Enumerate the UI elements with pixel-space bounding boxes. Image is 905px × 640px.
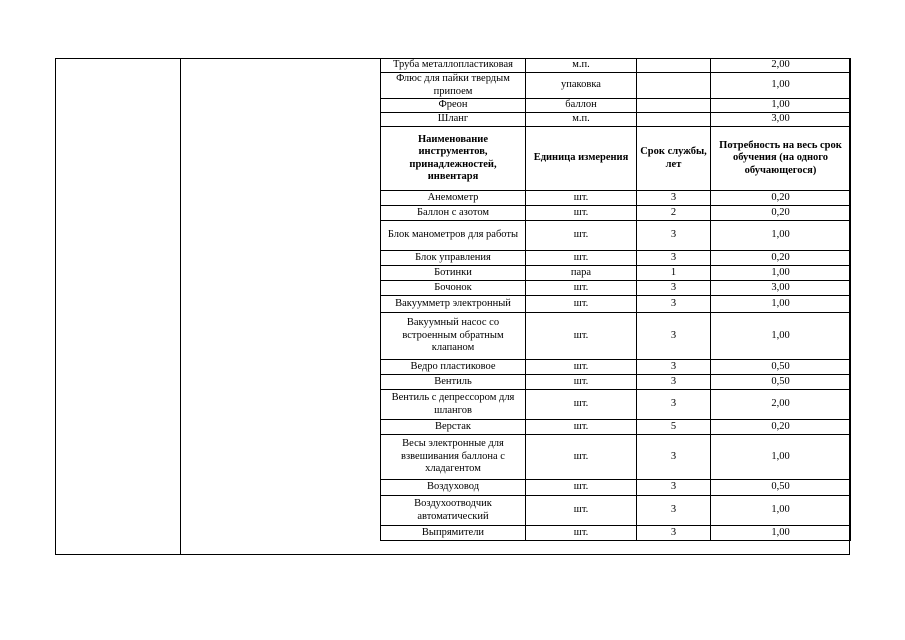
table-row (381, 526, 851, 541)
cell-unit: шт. (526, 296, 637, 313)
cell-life: 3 (637, 313, 711, 360)
cell-life: 3 (637, 251, 711, 266)
cell-life: 3 (637, 496, 711, 526)
cell-need: 0,50 (711, 480, 851, 496)
cell-life: 2 (637, 206, 711, 221)
cell-unit: пара (526, 266, 637, 281)
cell-unit: баллон (526, 99, 637, 113)
cell-name: Шланг (381, 113, 526, 127)
cell-need: 0,50 (711, 375, 851, 390)
cell-need: 1,00 (711, 435, 851, 480)
cell-unit: шт. (526, 281, 637, 296)
cell-name: Фреон (381, 99, 526, 113)
table-row (381, 206, 851, 221)
table-row (381, 113, 851, 127)
table-row (381, 375, 851, 390)
cell-name: Флюс для пайки твердым припоем (381, 73, 526, 99)
cell-need: 1,00 (711, 313, 851, 360)
table-row (381, 266, 851, 281)
cell-name: Вентиль (381, 375, 526, 390)
cell-need: 1,00 (711, 99, 851, 113)
cell-need: 3,00 (711, 281, 851, 296)
header-life: Срок службы, лет (637, 127, 711, 191)
cell-need: 0,20 (711, 191, 851, 206)
cell-life: 3 (637, 435, 711, 480)
cell-name: Ботинки (381, 266, 526, 281)
cell-unit: шт. (526, 375, 637, 390)
cell-need: 1,00 (711, 73, 851, 99)
cell-need: 0,20 (711, 420, 851, 435)
table-row (381, 296, 851, 313)
cell-need: 0,20 (711, 206, 851, 221)
cell-life: 1 (637, 266, 711, 281)
cell-need: 1,00 (711, 526, 851, 541)
cell-life: 3 (637, 526, 711, 541)
cell-name: Бочонок (381, 281, 526, 296)
cell-unit: шт. (526, 496, 637, 526)
cell-unit: шт. (526, 221, 637, 251)
cell-need: 2,00 (711, 390, 851, 420)
cell-unit: шт. (526, 435, 637, 480)
cell-name: Весы электронные для взвешивания баллона с хладагентом (381, 435, 526, 480)
cell-name: Воздухоотводчик автоматический (381, 496, 526, 526)
cell-unit: шт. (526, 251, 637, 266)
cell-unit: шт. (526, 206, 637, 221)
cell-life: 3 (637, 296, 711, 313)
cell-name: Баллон с азотом (381, 206, 526, 221)
table-row (381, 73, 851, 99)
table-row (381, 191, 851, 206)
cell-unit: шт. (526, 360, 637, 375)
cell-name: Труба металлопластиковая (381, 59, 526, 73)
cell-life: 3 (637, 191, 711, 206)
header-need: Потребность на весь срок обучения (на одного обучающегося) (711, 127, 851, 191)
cell-life: 3 (637, 480, 711, 496)
cell-name: Анемометр (381, 191, 526, 206)
cell-need: 2,00 (711, 59, 851, 73)
cell-name: Вакуумметр электронный (381, 296, 526, 313)
header-name: Наименование инструментов, принадлежностей, инвентаря (381, 127, 526, 191)
table-row (381, 313, 851, 360)
table-row (381, 390, 851, 420)
cell-unit: м.п. (526, 113, 637, 127)
cell-name: Верстак (381, 420, 526, 435)
cell-unit: шт. (526, 390, 637, 420)
cell-life (637, 113, 711, 127)
cell-life: 5 (637, 420, 711, 435)
cell-name: Ведро пластиковое (381, 360, 526, 375)
cell-life: 3 (637, 375, 711, 390)
cell-unit: упаковка (526, 73, 637, 99)
cell-name: Вакуумный насос со встроенным обратным клапаном (381, 313, 526, 360)
cell-need: 1,00 (711, 496, 851, 526)
cell-need: 1,00 (711, 296, 851, 313)
table-row (381, 99, 851, 113)
tools-header-section (381, 127, 851, 191)
cell-unit: шт. (526, 313, 637, 360)
table-row (381, 281, 851, 296)
cell-unit: м.п. (526, 59, 637, 73)
cell-unit: шт. (526, 420, 637, 435)
table-row (381, 496, 851, 526)
table-row (381, 435, 851, 480)
cell-unit: шт. (526, 480, 637, 496)
column-divider-1 (180, 58, 181, 555)
header-unit: Единица измерения (526, 127, 637, 191)
cell-name: Воздуховод (381, 480, 526, 496)
cell-unit: шт. (526, 191, 637, 206)
cell-life: 3 (637, 360, 711, 375)
cell-need: 3,00 (711, 113, 851, 127)
cell-life: 3 (637, 281, 711, 296)
cell-name: Выпрямители (381, 526, 526, 541)
cell-need: 0,50 (711, 360, 851, 375)
cell-life (637, 73, 711, 99)
equipment-table (380, 58, 851, 541)
table-row (381, 221, 851, 251)
cell-name: Вентиль с депрессором для шлангов (381, 390, 526, 420)
table-row (381, 251, 851, 266)
cell-need: 0,20 (711, 251, 851, 266)
materials-section (381, 59, 851, 127)
tools-section (381, 191, 851, 541)
cell-life: 3 (637, 390, 711, 420)
cell-name: Блок манометров для работы (381, 221, 526, 251)
cell-name: Блок управления (381, 251, 526, 266)
cell-life: 3 (637, 221, 711, 251)
cell-need: 1,00 (711, 266, 851, 281)
table-row (381, 420, 851, 435)
table-row (381, 480, 851, 496)
table-row (381, 360, 851, 375)
cell-unit: шт. (526, 526, 637, 541)
table-header-row (381, 127, 851, 191)
cell-life (637, 59, 711, 73)
cell-life (637, 99, 711, 113)
table-row (381, 59, 851, 73)
cell-need: 1,00 (711, 221, 851, 251)
